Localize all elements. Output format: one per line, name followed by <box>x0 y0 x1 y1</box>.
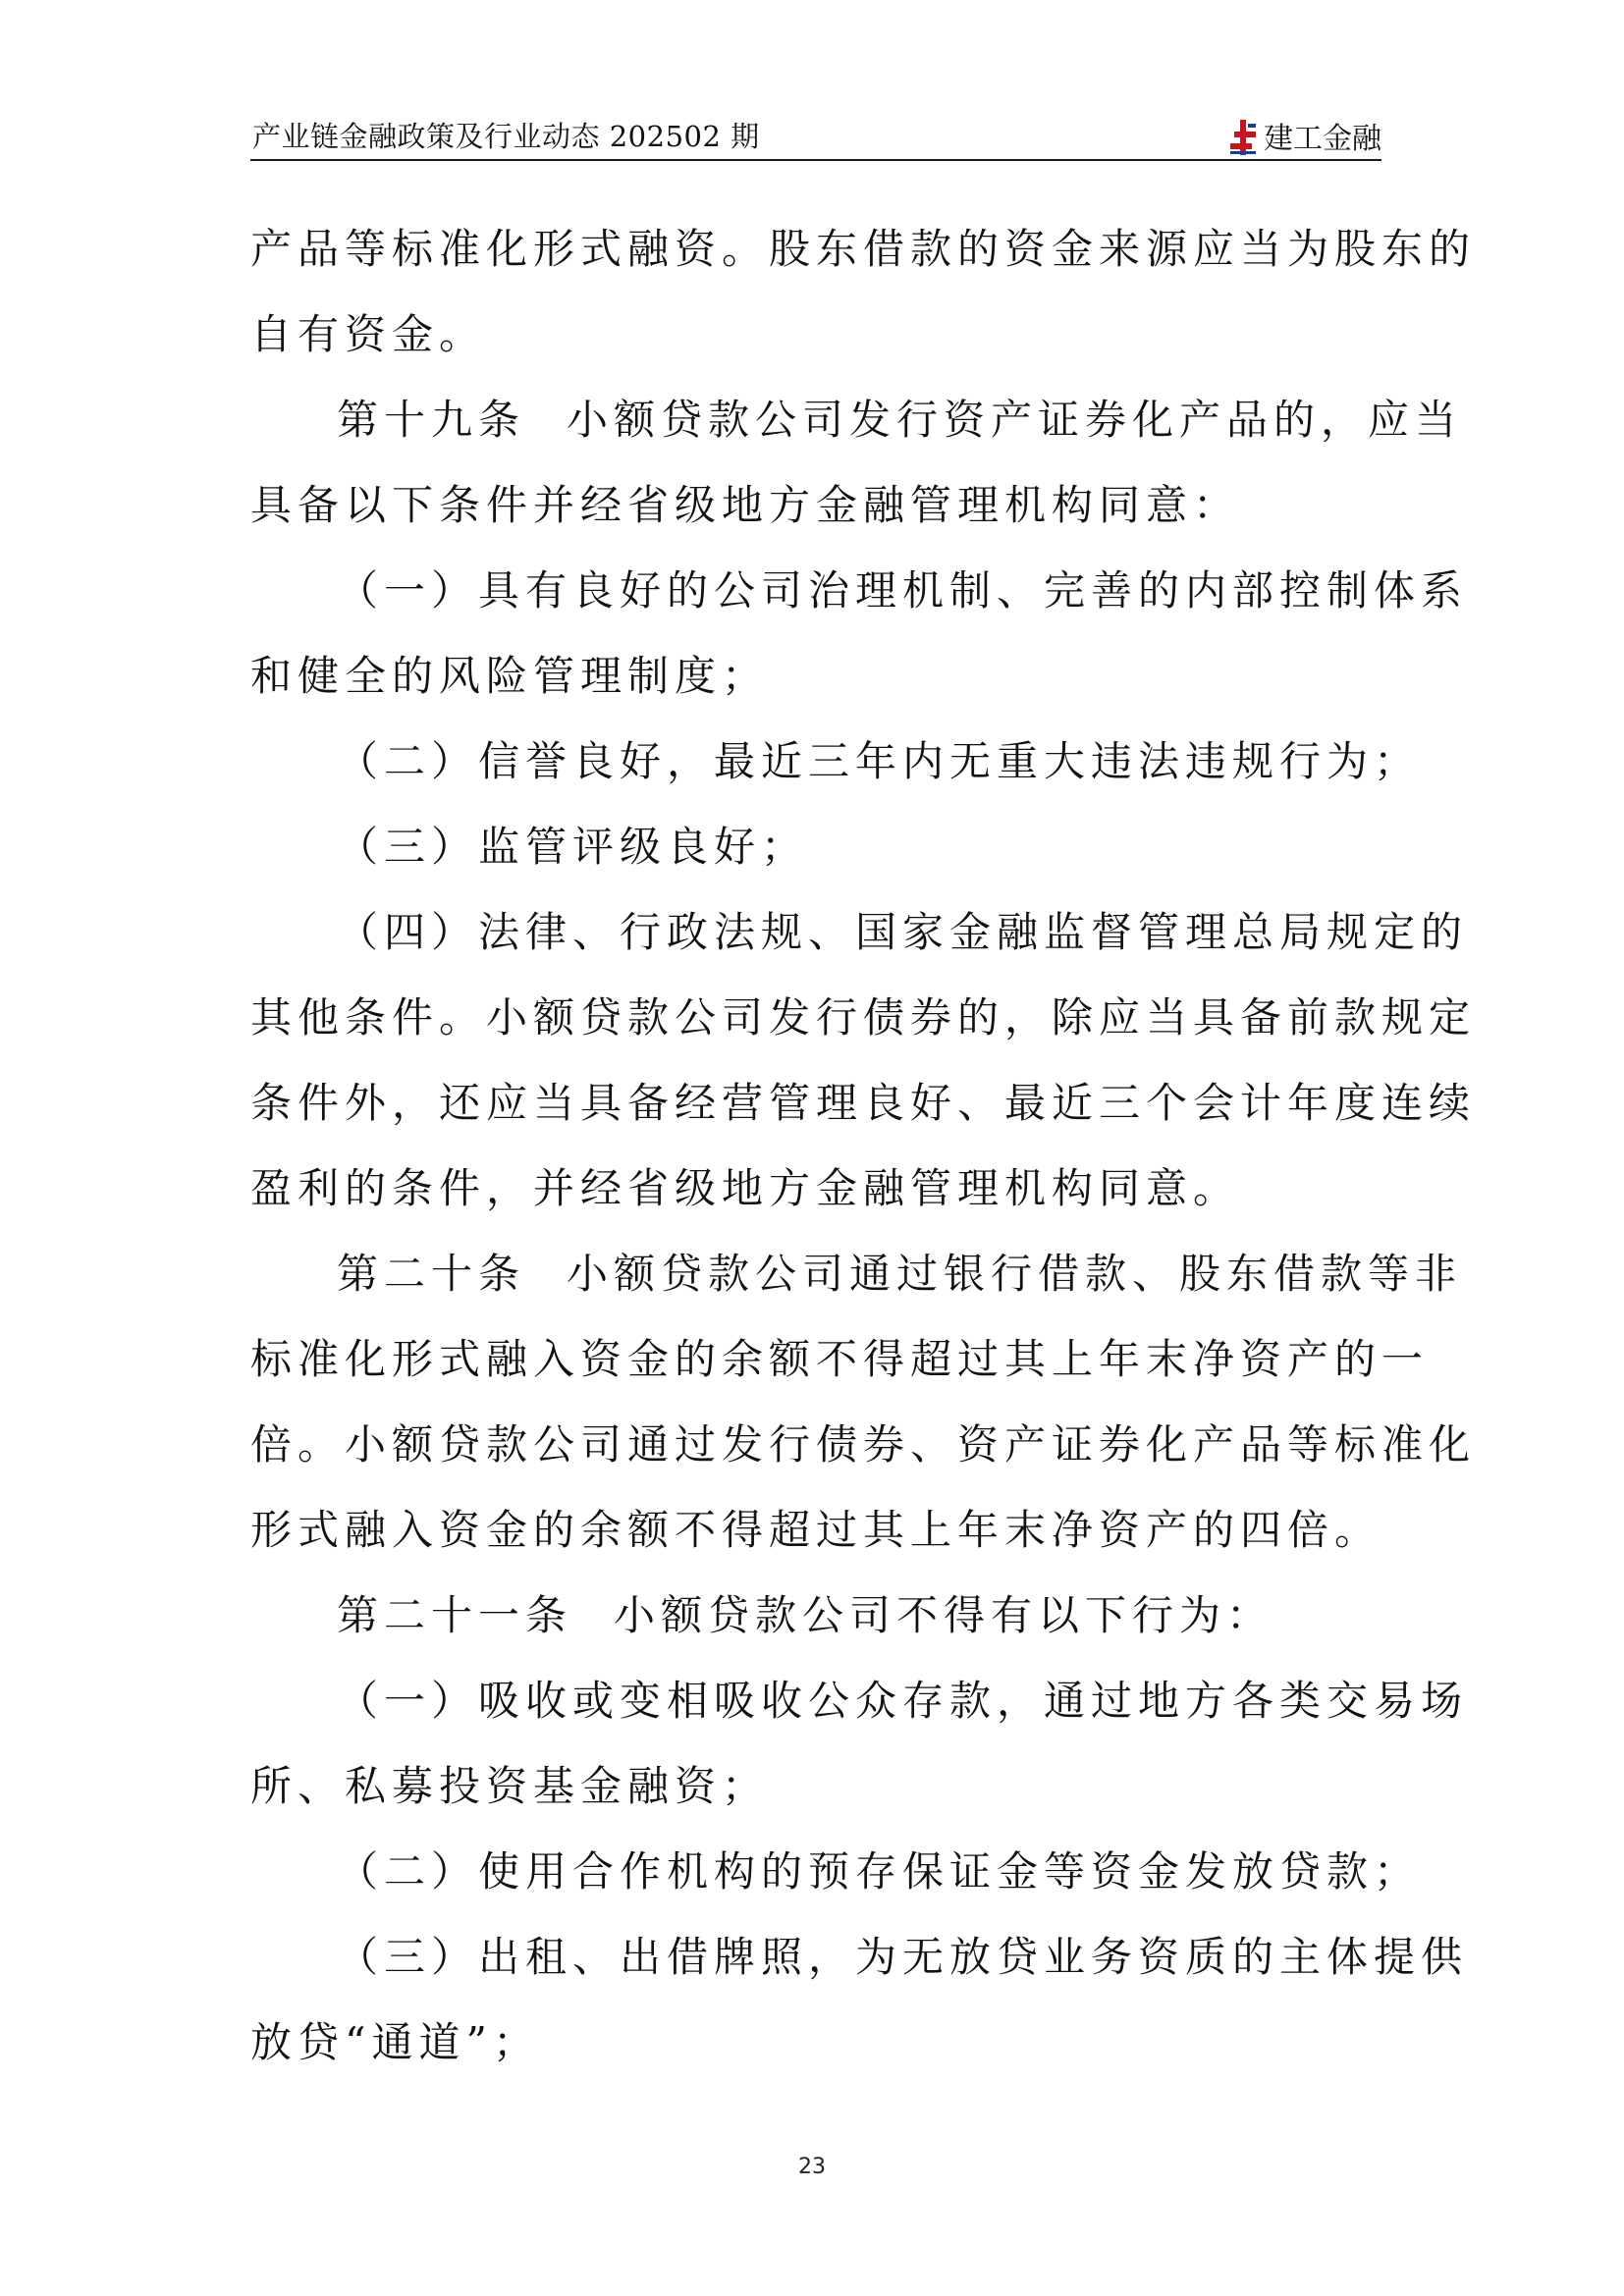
text-line <box>250 1402 1477 1487</box>
line-text: （三）出租、出借牌照，为无放贷业务资质的主体提供 <box>337 1933 1469 1981</box>
text-line <box>250 1316 1430 1402</box>
text-line <box>250 1914 1469 2000</box>
line-text: （一）吸收或变相吸收公众存款，通过地方各类交易场 <box>337 1677 1469 1725</box>
line-text: 条件外，还应当具备经营管理良好、最近三个会计年度连续 <box>250 1079 1477 1127</box>
text-line <box>250 292 1381 377</box>
article-line <box>250 1231 1463 1316</box>
line-text: 具备以下条件并经省级地方金融管理机构同意： <box>250 481 1241 529</box>
text-line <box>250 719 1422 804</box>
text-line <box>250 1060 1477 1146</box>
header-brand <box>1226 118 1381 157</box>
line-text: （一）具有良好的公司治理机制、完善的内部控制体系 <box>337 566 1469 614</box>
brand-name: 建工金融 <box>1264 122 1381 156</box>
body-text <box>250 206 1477 2085</box>
article-number: 第十九条 <box>337 396 526 444</box>
line-text: 小额贷款公司发行资产证券化产品的，应当 <box>567 396 1463 444</box>
line-text: （二）信誉良好，最近三年内无重大违法违规行为； <box>337 737 1422 785</box>
text-line <box>250 2000 1381 2085</box>
article-number: 第二十条 <box>337 1250 526 1298</box>
line-text: 其他条件。小额贷款公司发行债券的，除应当具备前款规定 <box>250 993 1477 1041</box>
cscec-logo-icon <box>1226 118 1260 157</box>
text-line <box>250 1743 1381 1829</box>
text-line <box>250 206 1477 292</box>
text-line <box>250 1146 1381 1231</box>
line-text: （二）使用合作机构的预存保证金等资金发放贷款； <box>337 1847 1422 1896</box>
line-text: 自有资金。 <box>250 310 487 358</box>
line-text: 形式融入资金的余额不得超过其上年末净资产的四倍。 <box>250 1506 1382 1554</box>
article-line <box>250 1573 1381 1658</box>
text-line <box>250 633 1381 719</box>
header-title: 产业链金融政策及行业动态 202502 期 <box>252 120 760 153</box>
line-text: 盈利的条件，并经省级地方金融管理机构同意。 <box>250 1164 1241 1212</box>
line-text: 所、私募投资基金融资； <box>250 1762 770 1810</box>
text-line <box>250 1658 1469 1743</box>
text-line <box>250 804 1381 889</box>
line-text: 小额贷款公司不得有以下行为： <box>614 1591 1274 1639</box>
text-line <box>250 462 1381 548</box>
text-line <box>250 1487 1381 1573</box>
text-line <box>250 889 1469 975</box>
page-number: 23 <box>798 2155 826 2179</box>
text-line <box>250 1829 1422 1914</box>
line-text: （三）监管评级良好； <box>337 823 809 871</box>
line-text: 和健全的风险管理制度； <box>250 652 770 700</box>
text-line <box>250 548 1469 633</box>
text-line <box>250 975 1477 1060</box>
article-number: 第二十一条 <box>337 1591 573 1639</box>
article-line <box>250 377 1463 462</box>
line-text: 小额贷款公司通过银行借款、股东借款等非 <box>567 1250 1463 1298</box>
line-text: 产品等标准化形式融资。股东借款的资金来源应当为股东的 <box>250 225 1477 273</box>
line-text: 倍。小额贷款公司通过发行债券、资产证券化产品等标准化 <box>250 1420 1477 1468</box>
page-header <box>250 110 1381 161</box>
line-text: 放贷“通道”； <box>250 2018 540 2066</box>
line-text: 标准化形式融入资金的余额不得超过其上年末净资产的一 <box>250 1335 1430 1383</box>
line-text: （四）法律、行政法规、国家金融监督管理总局规定的 <box>337 908 1469 956</box>
